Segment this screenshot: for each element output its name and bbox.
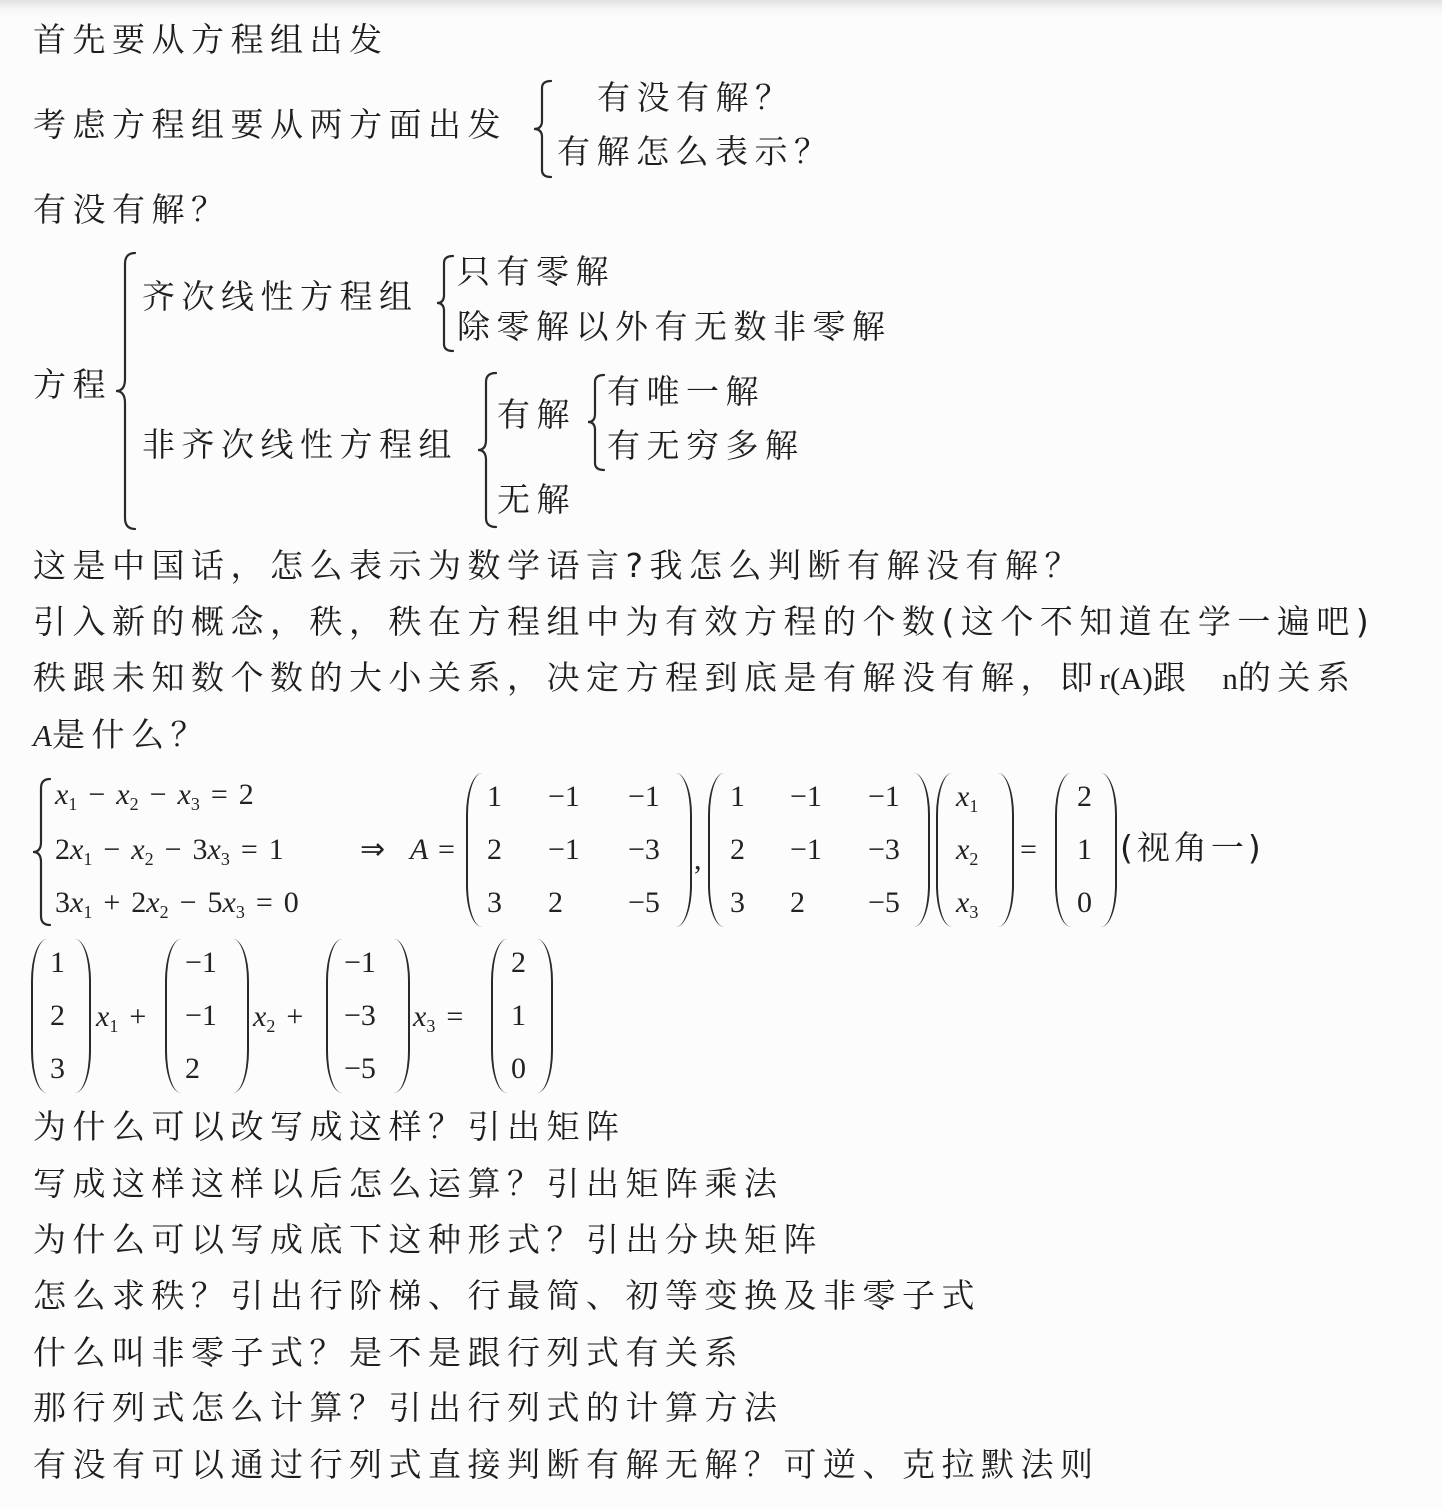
variable: x	[956, 832, 970, 866]
matrix-entry	[185, 943, 249, 983]
matrix-entry	[868, 830, 930, 870]
curly-brace	[533, 80, 551, 178]
math-operator: −	[149, 778, 167, 811]
question-line: 有没有可以通过行列式直接判断有解无解？可逆、克拉默法则	[33, 1445, 1100, 1484]
rank-relation-text: 跟	[1152, 658, 1193, 697]
math-number: −3	[868, 832, 900, 866]
subscript: 3	[969, 901, 979, 922]
variable: x	[131, 833, 145, 866]
math-number: 3	[50, 1051, 65, 1085]
coefficient: 3	[192, 833, 208, 866]
variable: x	[96, 1000, 110, 1033]
matrix-entry	[548, 883, 628, 923]
math-term	[177, 778, 200, 814]
coefficient: 3	[55, 886, 70, 919]
variable: x	[253, 1000, 267, 1033]
math-number: 2	[50, 998, 65, 1032]
nonhomogeneous-label: 非齐次线性方程组	[142, 425, 458, 464]
math-term	[131, 886, 169, 922]
aspect-item: 有解怎么表示？	[557, 132, 834, 171]
rank-relation-text: 秩跟未知数个数的大小关系，决定方程到底是有解没有解，即	[33, 658, 1100, 697]
unsolvable-label: 无解	[497, 480, 576, 519]
curly-brace	[115, 252, 135, 530]
math-term	[207, 886, 245, 922]
subscript: 1	[83, 902, 93, 922]
math-number: −1	[185, 998, 217, 1032]
matrix-entry	[50, 943, 91, 983]
matrix-entry	[628, 830, 692, 870]
equals-sign: =	[438, 833, 455, 866]
subscript: 2	[144, 849, 154, 869]
matrix-entry	[790, 830, 868, 870]
math-operator: −	[103, 833, 121, 866]
math-number: −1	[344, 946, 376, 980]
viewpoint-label: (视角一)	[1120, 828, 1265, 867]
question-line: 什么叫非零子式？是不是跟行列式有关系	[33, 1333, 744, 1372]
matrix-entry	[344, 1049, 410, 1089]
matrix-entry	[511, 996, 553, 1036]
math-number: 2	[185, 1051, 200, 1085]
homogeneous-case: 除零解以外有无数非零解	[457, 307, 892, 346]
subscript: 1	[969, 796, 979, 817]
paragraph-what-is-a	[33, 715, 210, 756]
tree-root: 方程	[33, 365, 112, 404]
subscript: 3	[220, 849, 230, 869]
matrix-entry	[185, 1049, 249, 1089]
variable: x	[222, 886, 236, 919]
subscript: 1	[68, 794, 78, 814]
unknown-count-symbol: n	[1222, 661, 1238, 696]
what-is-a-text: 是什么？	[51, 715, 210, 754]
question-line: 写成这样这样以后怎么运算？引出矩阵乘法	[33, 1164, 784, 1203]
equals-sign: =	[1020, 833, 1037, 866]
aspect-item: 有没有解？	[597, 78, 795, 117]
math-term	[131, 833, 154, 869]
curly-brace	[477, 372, 496, 528]
vector-term	[96, 997, 157, 1037]
math-number: 1	[1077, 832, 1092, 866]
solvable-case: 有唯一解	[607, 372, 765, 411]
math-number: −1	[790, 832, 822, 866]
subscript: 2	[159, 902, 169, 922]
math-number: −1	[628, 780, 660, 814]
subscript: 3	[235, 902, 245, 922]
math-number: −1	[548, 832, 580, 866]
rank-expression: r(A)	[1099, 661, 1153, 696]
matrix-entry	[790, 777, 868, 817]
matrix-entry	[1077, 830, 1117, 870]
matrix-entry	[868, 883, 930, 923]
matrix-entry	[487, 830, 548, 870]
variable: x	[70, 833, 84, 866]
subscript: 3	[426, 1016, 436, 1036]
math-number: 2	[1077, 780, 1092, 814]
matrix-entry	[730, 883, 790, 923]
matrix-entry	[1077, 883, 1117, 923]
subscript: 3	[190, 794, 200, 814]
constant-vector	[491, 937, 553, 1095]
coefficient: 2	[131, 886, 147, 919]
question-solvable: 有没有解？	[33, 190, 231, 229]
math-term	[956, 832, 979, 869]
subscript: 2	[266, 1016, 276, 1036]
separator-comma: ,	[694, 843, 702, 876]
solvable-label: 有解	[497, 395, 576, 434]
coefficient: 5	[207, 886, 223, 919]
coefficient: 2	[55, 833, 70, 866]
math-number: 3	[730, 885, 745, 919]
matrix-entry	[1077, 777, 1117, 817]
question-line: 怎么求秩？引出行阶梯、行最简、初等变换及非零子式	[33, 1276, 981, 1315]
math-number: −5	[344, 1051, 376, 1085]
column-vector	[31, 937, 91, 1095]
aspects-lead: 考虑方程组要从两方面出发	[33, 105, 507, 144]
matrix-entry	[511, 1049, 553, 1089]
coefficient-matrix	[708, 771, 930, 929]
variable: x	[956, 780, 970, 814]
column-vector	[165, 937, 249, 1095]
math-number: 3	[487, 885, 502, 919]
implies-arrow: ⇒	[360, 833, 386, 866]
matrix-entry	[628, 777, 692, 817]
matrix-entry	[956, 777, 1014, 817]
variable: x	[177, 778, 191, 811]
matrix-entry	[344, 943, 410, 983]
question-line: 为什么可以写成底下这种形式？引出分块矩阵	[33, 1220, 823, 1259]
curly-brace	[436, 255, 453, 352]
matrix-entry	[730, 777, 790, 817]
subscript: 1	[109, 1016, 119, 1036]
variable: x	[70, 886, 84, 919]
math-term	[956, 780, 979, 817]
math-term	[253, 1000, 276, 1036]
math-operator: =	[446, 1000, 464, 1033]
subscript: 2	[129, 794, 139, 814]
variable: x	[146, 886, 160, 919]
equation-row	[55, 775, 254, 815]
matrix-entry	[956, 883, 1014, 923]
matrix-name: A	[410, 833, 429, 866]
math-number: 1	[730, 780, 745, 814]
math-number: 1	[50, 946, 65, 980]
equation-row	[55, 883, 299, 923]
matrix-entry	[50, 1049, 91, 1089]
unknown-vector	[936, 771, 1014, 929]
math-term	[55, 778, 78, 814]
constant-vector	[1055, 771, 1117, 929]
math-number: −1	[185, 946, 217, 980]
math-number: −3	[344, 998, 376, 1032]
math-number: 2	[238, 778, 254, 811]
math-number: 2	[548, 885, 563, 919]
math-number: −1	[790, 780, 822, 814]
homogeneous-label: 齐次线性方程组	[142, 277, 419, 316]
matrix-entry	[185, 996, 249, 1036]
math-number: 2	[790, 885, 805, 919]
subscript: 2	[969, 848, 979, 869]
math-number: −5	[868, 885, 900, 919]
matrix-symbol: A	[33, 718, 52, 753]
subscript: 1	[83, 849, 93, 869]
equation-row	[55, 830, 284, 870]
matrix-entry	[50, 996, 91, 1036]
math-operator: −	[179, 886, 197, 919]
math-number: 2	[487, 832, 502, 866]
math-operator: −	[88, 778, 106, 811]
coefficient-matrix	[466, 771, 692, 929]
math-number: −5	[628, 885, 660, 919]
math-operator: =	[240, 833, 258, 866]
matrix-entry	[730, 830, 790, 870]
math-number: 1	[268, 833, 284, 866]
matrix-entry	[548, 830, 628, 870]
math-number: 0	[283, 886, 299, 919]
variable: x	[116, 778, 130, 811]
math-term	[55, 886, 93, 922]
paragraph-rank-relation	[33, 658, 1356, 699]
paragraph-chinese-to-math: 这是中国话，怎么表示为数学语言?我怎么判断有解没有解？	[33, 546, 1085, 585]
math-operator: =	[255, 886, 273, 919]
math-number: 2	[730, 832, 745, 866]
solvable-case: 有无穷多解	[607, 426, 805, 465]
vector-term	[253, 997, 314, 1037]
vector-term	[413, 997, 474, 1037]
matrix-entry	[628, 883, 692, 923]
math-operator: +	[286, 1000, 304, 1033]
curly-brace	[32, 778, 50, 926]
math-number: −1	[548, 780, 580, 814]
math-operator: +	[129, 1000, 147, 1033]
variable: x	[413, 1000, 427, 1033]
variable: x	[207, 833, 221, 866]
math-term	[192, 833, 230, 869]
math-term	[413, 1000, 436, 1036]
math-term	[55, 833, 93, 869]
intro-line: 首先要从方程组出发	[33, 20, 389, 59]
math-number: 1	[487, 780, 502, 814]
homogeneous-case: 只有零解	[457, 252, 615, 291]
question-line: 为什么可以改写成这样？引出矩阵	[33, 1107, 626, 1146]
matrix-entry	[790, 883, 868, 923]
math-number: 0	[1077, 885, 1092, 919]
math-term	[116, 778, 139, 814]
rank-relation-text: 的关系	[1237, 658, 1357, 697]
math-number: −1	[868, 780, 900, 814]
variable: x	[956, 885, 970, 919]
matrix-entry	[548, 777, 628, 817]
question-line: 那行列式怎么计算？引出行列式的计算方法	[33, 1388, 784, 1427]
matrix-entry	[511, 943, 553, 983]
math-operator: +	[103, 886, 121, 919]
math-term	[96, 1000, 119, 1036]
matrix-entry	[487, 777, 548, 817]
column-vector	[326, 937, 410, 1095]
matrix-entry	[956, 830, 1014, 870]
math-operator: =	[210, 778, 228, 811]
curly-brace	[587, 374, 604, 471]
variable: x	[55, 778, 69, 811]
matrix-entry	[344, 996, 410, 1036]
math-number: 1	[511, 998, 526, 1032]
math-number: −3	[628, 832, 660, 866]
math-term	[956, 885, 979, 922]
matrix-entry	[487, 883, 548, 923]
math-operator: −	[164, 833, 182, 866]
paragraph-rank-intro: 引入新的概念，秩，秩在方程组中为有效方程的个数(这个不知道在学一遍吧)	[33, 602, 1376, 641]
math-number: 0	[511, 1051, 526, 1085]
math-number: 2	[511, 946, 526, 980]
matrix-entry	[868, 777, 930, 817]
